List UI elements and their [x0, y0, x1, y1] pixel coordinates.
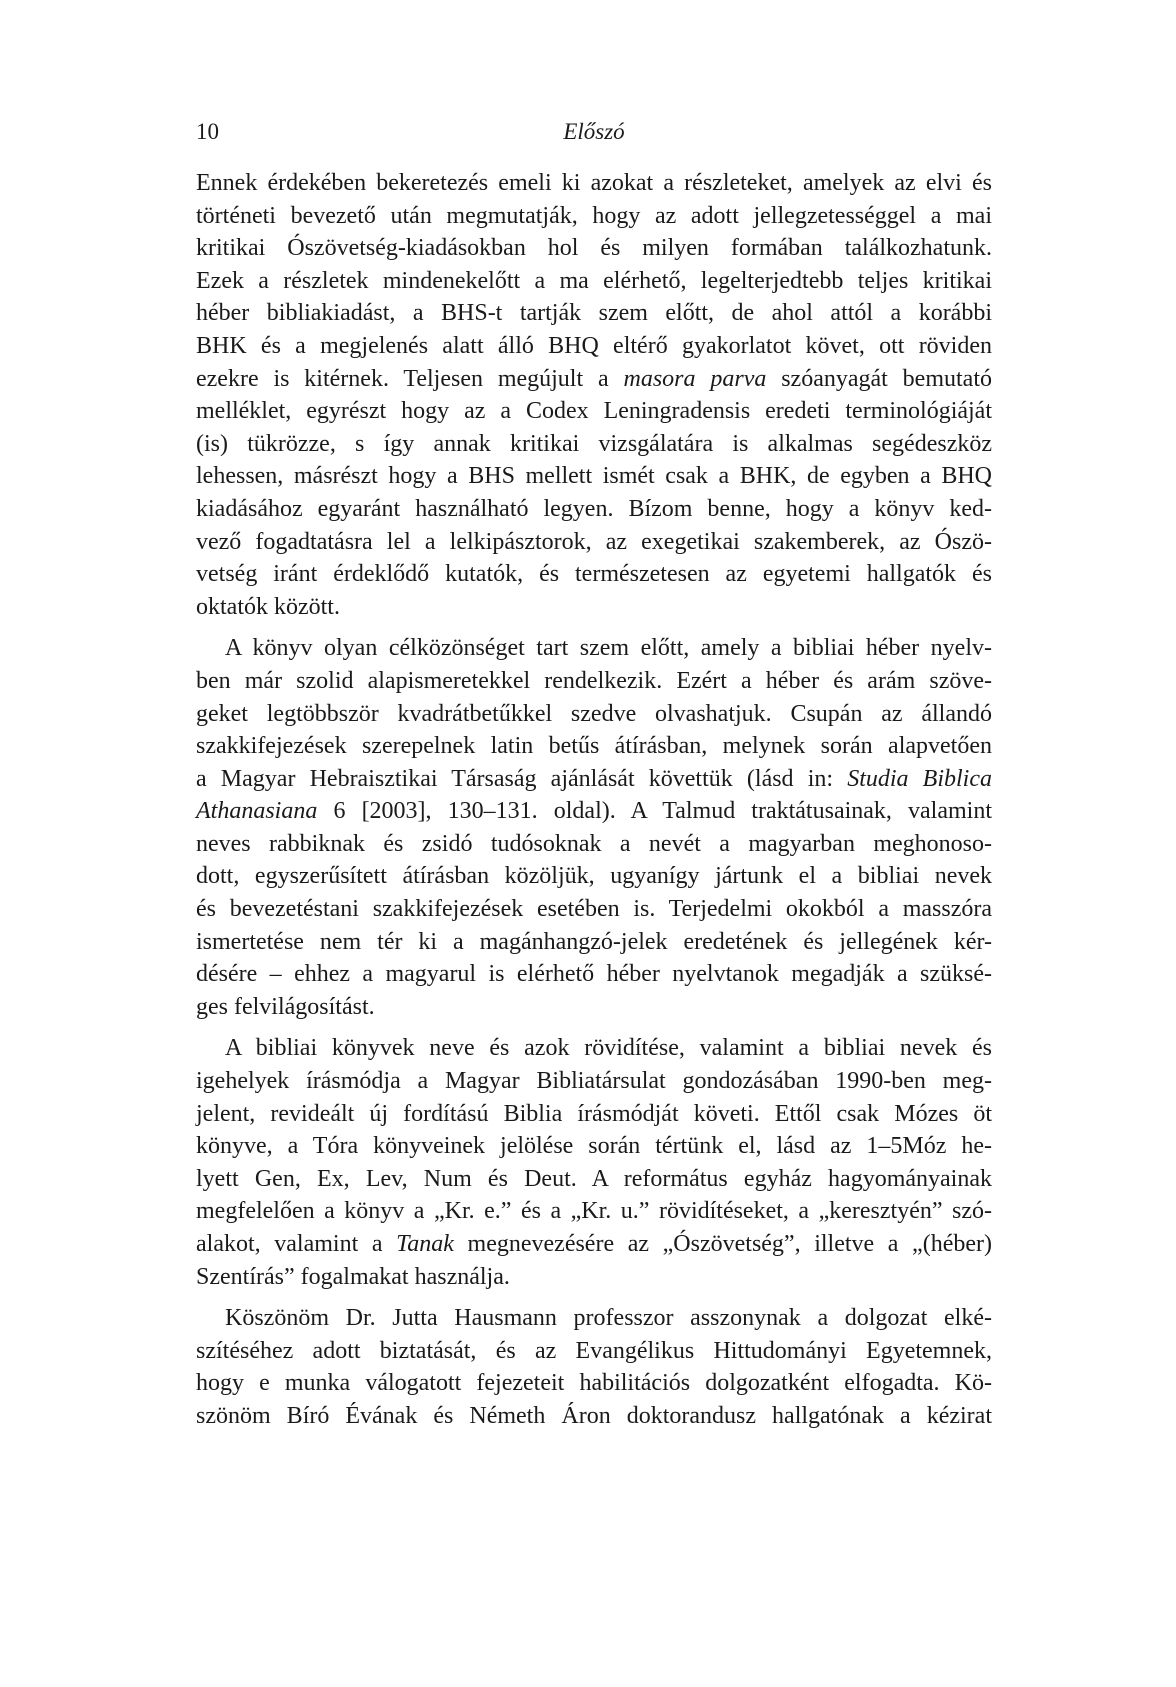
text-run: megnevezésére az „Ószövetség”, illetve a „(héber): [453, 1231, 992, 1257]
text-run: ezekre is kitérnek. Teljesen megújult a: [196, 365, 624, 392]
text-line: [196, 1163, 992, 1196]
paragraph-gap: [196, 623, 992, 632]
italic-text: Tanak: [396, 1231, 454, 1257]
text-run: alakot, valamint a: [196, 1231, 397, 1257]
text-line: [196, 1195, 992, 1228]
text-run: Szentírás” fogalmakat használja.: [196, 1263, 510, 1290]
body-text: [196, 167, 992, 1433]
text-run: ismertetése nem tér ki a magánhangzó-jelek eredetének és jellegének kér-: [196, 928, 992, 955]
text-run: Ezek a részletek mindenekelőtt a ma elérhető, legelterjedtebb teljes kritikai: [196, 267, 992, 294]
text-run: szóanyagát bemutató: [766, 365, 992, 392]
text-run: kritikai Ószövetség-kiadásokban hol és milyen formában találkozhatunk.: [196, 235, 992, 262]
italic-text: Studia Biblica: [847, 765, 992, 792]
text-run: geket legtöbbször kvadrátbetűkkel szedve olvashatjuk. Csupán az állandó: [196, 700, 992, 727]
text-run: Köszönöm Dr. Jutta Hausmann professzor asszonynak a dolgozat elké-: [225, 1305, 992, 1332]
text-run: 6 [2003], 130–131. oldal). A Talmud traktátusainak, valamint: [317, 798, 992, 825]
text-line: [196, 200, 992, 233]
text-run: történeti bevezető után megmutatják, hogy az adott jellegzetességgel a mai: [196, 202, 992, 229]
text-run: Ennek érdekében bekeretezés emeli ki azokat a részleteket, amelyek az elvi és: [196, 170, 992, 196]
text-run: A könyv olyan célközönséget tart szem előtt, amely a bibliai héber nyelv-: [225, 635, 992, 662]
text-run: vetség iránt érdeklődő kutatók, és természetesen az egyetemi hallgatók és: [196, 561, 992, 588]
italic-text: masora parva: [623, 365, 767, 392]
text-line: [196, 558, 992, 591]
text-run: dott, egyszerűsített átírásban közöljük, ugyanígy jártunk el a bibliai nevek: [196, 863, 992, 890]
text-line: [196, 1098, 992, 1131]
text-line: [196, 795, 992, 828]
text-run: BHK és a megjelenés alatt álló BHQ eltérő gyakorlatot követ, ott röviden: [196, 332, 992, 359]
italic-text: Athanasiana: [196, 798, 318, 825]
text-run: lehessen, másrészt hogy a BHS mellett ismét csak a BHK, de egyben a BHQ: [196, 463, 992, 490]
text-line: [196, 363, 992, 396]
text-run: hogy e munka válogatott fejezeteit habilitációs dolgozatként elfogadta. Kö-: [196, 1370, 992, 1397]
text-line: [196, 763, 992, 796]
paragraph-gap: [196, 1023, 992, 1032]
text-line: [196, 265, 992, 298]
page-number: 10: [196, 119, 219, 144]
text-run: szakkifejezések szerepelnek latin betűs átírásban, melynek során alapvetően: [196, 733, 992, 760]
text-run: ges felvilágosítást.: [196, 993, 375, 1020]
text-line: [196, 167, 992, 200]
text-line: [196, 1400, 992, 1433]
paragraph: [196, 1032, 992, 1293]
text-line: [196, 1032, 992, 1065]
text-run: a Magyar Hebraisztikai Társaság ajánlását követtük (lásd in:: [196, 765, 848, 792]
text-line: [196, 926, 992, 959]
paragraph: [196, 1302, 992, 1432]
text-line: [196, 395, 992, 428]
text-line: [196, 526, 992, 559]
text-line: [196, 730, 992, 763]
text-line: [196, 1065, 992, 1098]
text-run: neves rabbiknak és zsidó tudósoknak a nevét a magyarban meghonoso-: [196, 830, 992, 857]
running-head: [196, 114, 992, 150]
text-line: [196, 428, 992, 461]
text-run: (is) tükrözze, s így annak kritikai vizsgálatára is alkalmas segédeszköz: [196, 430, 992, 457]
text-line: [196, 698, 992, 731]
text-line: [196, 1367, 992, 1400]
text-run: oktatók között.: [196, 593, 340, 620]
text-run: héber bibliakiadást, a BHS-t tartják szem előtt, de ahol attól a korábbi: [196, 300, 992, 327]
text-line: [196, 330, 992, 363]
text-line: [196, 958, 992, 991]
text-line: [196, 1261, 992, 1294]
text-run: igehelyek írásmódja a Magyar Bibliatársulat gondozásában 1990-ben meg-: [196, 1068, 992, 1095]
text-line: [196, 297, 992, 330]
text-run: lyett Gen, Ex, Lev, Num és Deut. A református egyház hagyományainak: [196, 1165, 992, 1192]
paragraph: [196, 167, 992, 623]
text-line: [196, 1228, 992, 1261]
text-run: szönöm Bíró Évának és Németh Áron doktorandusz hallgatónak a kézirat: [196, 1402, 992, 1429]
text-line: [196, 632, 992, 665]
text-line: [196, 232, 992, 265]
text-line: [196, 1335, 992, 1368]
text-line: [196, 1130, 992, 1163]
text-run: ben már szolid alapismeretekkel rendelkezik. Ezért a héber és arám szöve-: [196, 667, 992, 694]
text-line: [196, 860, 992, 893]
text-run: könyve, a Tóra könyveinek jelölése során tértünk el, lásd az 1–5Móz he-: [196, 1133, 992, 1160]
text-line: [196, 893, 992, 926]
text-line: [196, 665, 992, 698]
text-run: megfelelően a könyv a „Kr. e.” és a „Kr. u.” rövidítéseket, a „keresztyén” szó-: [196, 1198, 992, 1225]
text-line: [196, 1302, 992, 1335]
text-line: [196, 991, 992, 1024]
text-run: és bevezetéstani szakkifejezések esetében is. Terjedelmi okokból a masszóra: [196, 896, 992, 923]
text-run: A bibliai könyvek neve és azok rövidítése, valamint a bibliai nevek és: [225, 1035, 992, 1062]
text-run: vező fogadtatásra lel a lelkipásztorok, az exegetikai szakemberek, az Ószö-: [196, 528, 992, 555]
paragraph: [196, 632, 992, 1023]
text-run: désére – ehhez a magyarul is elérhető héber nyelvtanok megadják a szüksé-: [196, 961, 992, 988]
text-line: [196, 591, 992, 624]
paragraph-gap: [196, 1293, 992, 1302]
text-line: [196, 493, 992, 526]
text-line: [196, 828, 992, 861]
text-run: kiadásához egyaránt használható legyen. Bízom benne, hogy a könyv ked-: [196, 495, 992, 522]
text-run: jelent, revideált új fordítású Biblia írásmódját követi. Ettől csak Mózes öt: [196, 1100, 992, 1127]
text-run: melléklet, egyrészt hogy az a Codex Leningradensis eredeti terminológiáját: [196, 398, 992, 425]
text-run: szítéséhez adott biztatását, és az Evangélikus Hittudományi Egyetemnek,: [196, 1337, 992, 1364]
running-title: Előszó: [563, 119, 625, 144]
text-line: [196, 460, 992, 493]
